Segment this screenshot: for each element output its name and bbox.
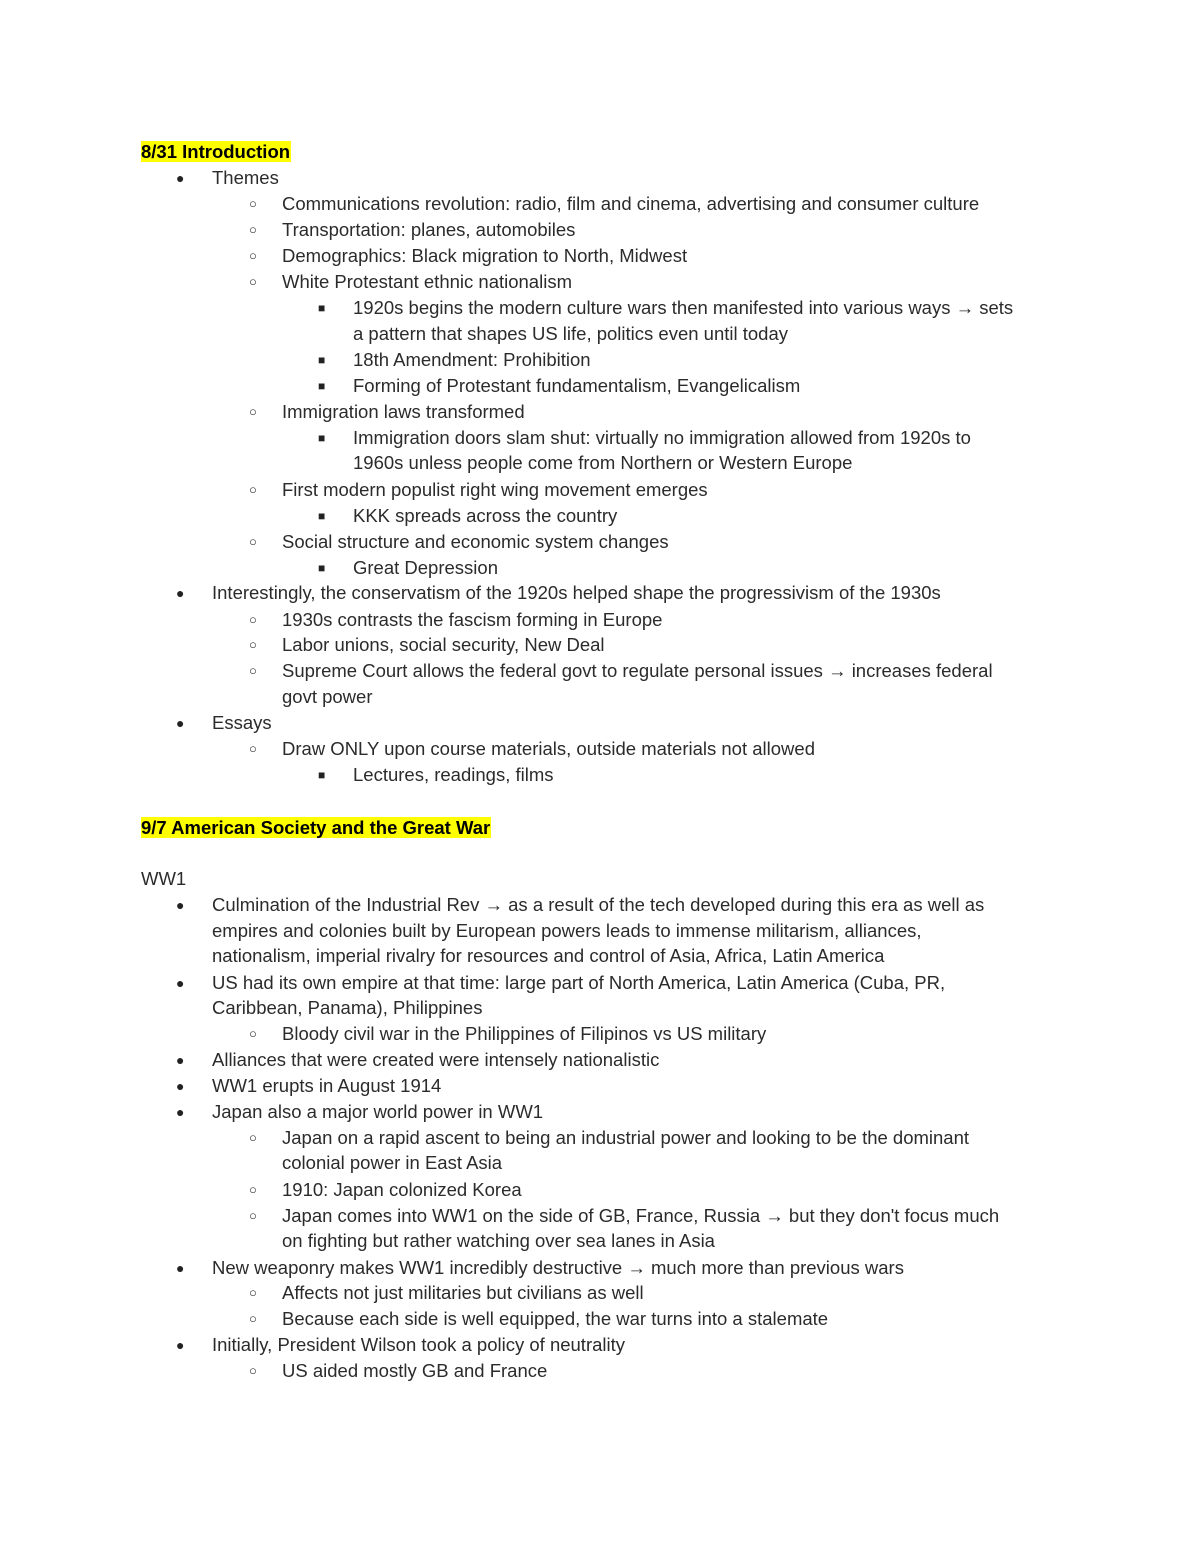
list-item: First modern populist right wing movement emerges <box>282 479 708 500</box>
list-item: Culmination of the Industrial Rev → as a result of the tech developed during this era as well as <box>212 894 985 915</box>
bullet-square: ■ <box>318 379 326 393</box>
heading-text: 8/31 Introduction <box>141 141 291 162</box>
bullet-circle: ○ <box>249 1311 257 1326</box>
bullet-circle: ○ <box>249 637 257 652</box>
bullet-disc: ● <box>176 1052 185 1068</box>
bullet-disc: ● <box>176 1260 185 1276</box>
bullet-circle: ○ <box>249 741 257 756</box>
bullet-circle: ○ <box>249 612 257 627</box>
bullet-circle: ○ <box>249 248 257 263</box>
list-item-continuation: on fighting but rather watching over sea lanes in Asia <box>282 1230 715 1251</box>
list-item: Japan on a rapid ascent to being an industrial power and looking to be the dominant <box>282 1127 970 1148</box>
list-item-continuation: govt power <box>282 686 373 707</box>
list-item: Themes <box>212 167 279 188</box>
list-item-continuation: nationalism, imperial rivalry for resources and control of Asia, Africa, Latin America <box>212 945 885 966</box>
bullet-circle: ○ <box>249 1208 257 1223</box>
list-item: Interestingly, the conservatism of the 1920s helped shape the progressivism of the 1930s <box>212 582 941 603</box>
bullet-square: ■ <box>318 768 326 782</box>
heading-text: 9/7 American Society and the Great War <box>141 817 491 838</box>
list-item: Demographics: Black migration to North, Midwest <box>282 245 688 266</box>
list-item: Forming of Protestant fundamentalism, Evangelicalism <box>353 375 801 396</box>
list-item: Lectures, readings, films <box>353 764 554 785</box>
bullet-disc: ● <box>176 585 185 601</box>
list-item: 1930s contrasts the fascism forming in Europe <box>282 609 663 630</box>
bullet-circle: ○ <box>249 534 257 549</box>
bullet-circle: ○ <box>249 222 257 237</box>
list-item: Supreme Court allows the federal govt to regulate personal issues → increases federal <box>282 660 993 681</box>
list-item: Social structure and economic system changes <box>282 531 669 552</box>
list-item: Japan also a major world power in WW1 <box>212 1101 544 1122</box>
bullet-disc: ● <box>176 715 185 731</box>
bullet-square: ■ <box>318 431 326 445</box>
section-heading-great-war <box>141 815 491 841</box>
bullet-disc: ● <box>176 975 185 991</box>
list-item: Because each side is well equipped, the war turns into a stalemate <box>282 1308 829 1329</box>
bullet-circle: ○ <box>249 1363 257 1378</box>
bullet-circle: ○ <box>249 404 257 419</box>
bullet-circle: ○ <box>249 274 257 289</box>
bullet-square: ■ <box>318 509 326 523</box>
list-item: Alliances that were created were intensely nationalistic <box>212 1049 660 1070</box>
list-item: Immigration laws transformed <box>282 401 525 422</box>
list-item: Affects not just militaries but civilians as well <box>282 1282 644 1303</box>
list-item: 18th Amendment: Prohibition <box>353 349 591 370</box>
list-item: Initially, President Wilson took a policy of neutrality <box>212 1334 626 1355</box>
bullet-disc: ● <box>176 1078 185 1094</box>
bullet-circle: ○ <box>249 1285 257 1300</box>
list-item: 1920s begins the modern culture wars then manifested into various ways → sets <box>353 297 1014 318</box>
subheading-ww1: WW1 <box>141 868 187 889</box>
bullet-square: ■ <box>318 353 326 367</box>
list-item: Communications revolution: radio, film and cinema, advertising and consumer culture <box>282 193 980 214</box>
list-item-continuation: a pattern that shapes US life, politics even until today <box>353 323 789 344</box>
bullet-square: ■ <box>318 301 326 315</box>
list-item: 1910: Japan colonized Korea <box>282 1179 522 1200</box>
list-item-continuation: empires and colonies built by European powers leads to immense militarism, alliances, <box>212 920 922 941</box>
list-item: Draw ONLY upon course materials, outside materials not allowed <box>282 738 815 759</box>
bullet-circle: ○ <box>249 1130 257 1145</box>
bullet-disc: ● <box>176 897 185 913</box>
list-item-continuation: colonial power in East Asia <box>282 1152 503 1173</box>
bullet-disc: ● <box>176 170 185 186</box>
list-item: Essays <box>212 712 272 733</box>
bullet-disc: ● <box>176 1337 185 1353</box>
bullet-circle: ○ <box>249 663 257 678</box>
list-item: Japan comes into WW1 on the side of GB, France, Russia → but they don't focus much <box>282 1205 1000 1226</box>
list-item: US aided mostly GB and France <box>282 1360 548 1381</box>
list-item: Labor unions, social security, New Deal <box>282 634 605 655</box>
list-item-continuation: Caribbean, Panama), Philippines <box>212 997 483 1018</box>
bullet-square: ■ <box>318 561 326 575</box>
section-heading-introduction <box>141 139 291 165</box>
list-item: Great Depression <box>353 557 498 578</box>
list-item: White Protestant ethnic nationalism <box>282 271 572 292</box>
list-item: KKK spreads across the country <box>353 505 618 526</box>
bullet-circle: ○ <box>249 482 257 497</box>
list-item: Bloody civil war in the Philippines of Filipinos vs US military <box>282 1023 767 1044</box>
bullet-circle: ○ <box>249 1026 257 1041</box>
list-item: WW1 erupts in August 1914 <box>212 1075 442 1096</box>
list-item-continuation: 1960s unless people come from Northern or Western Europe <box>353 452 853 473</box>
list-item: US had its own empire at that time: large part of North America, Latin America (Cuba, PR, <box>212 972 946 993</box>
list-item: Immigration doors slam shut: virtually no immigration allowed from 1920s to <box>353 427 971 448</box>
bullet-disc: ● <box>176 1104 185 1120</box>
list-item: Transportation: planes, automobiles <box>282 219 576 240</box>
bullet-circle: ○ <box>249 196 257 211</box>
list-item: New weaponry makes WW1 incredibly destructive → much more than previous wars <box>212 1257 904 1278</box>
bullet-circle: ○ <box>249 1182 257 1197</box>
